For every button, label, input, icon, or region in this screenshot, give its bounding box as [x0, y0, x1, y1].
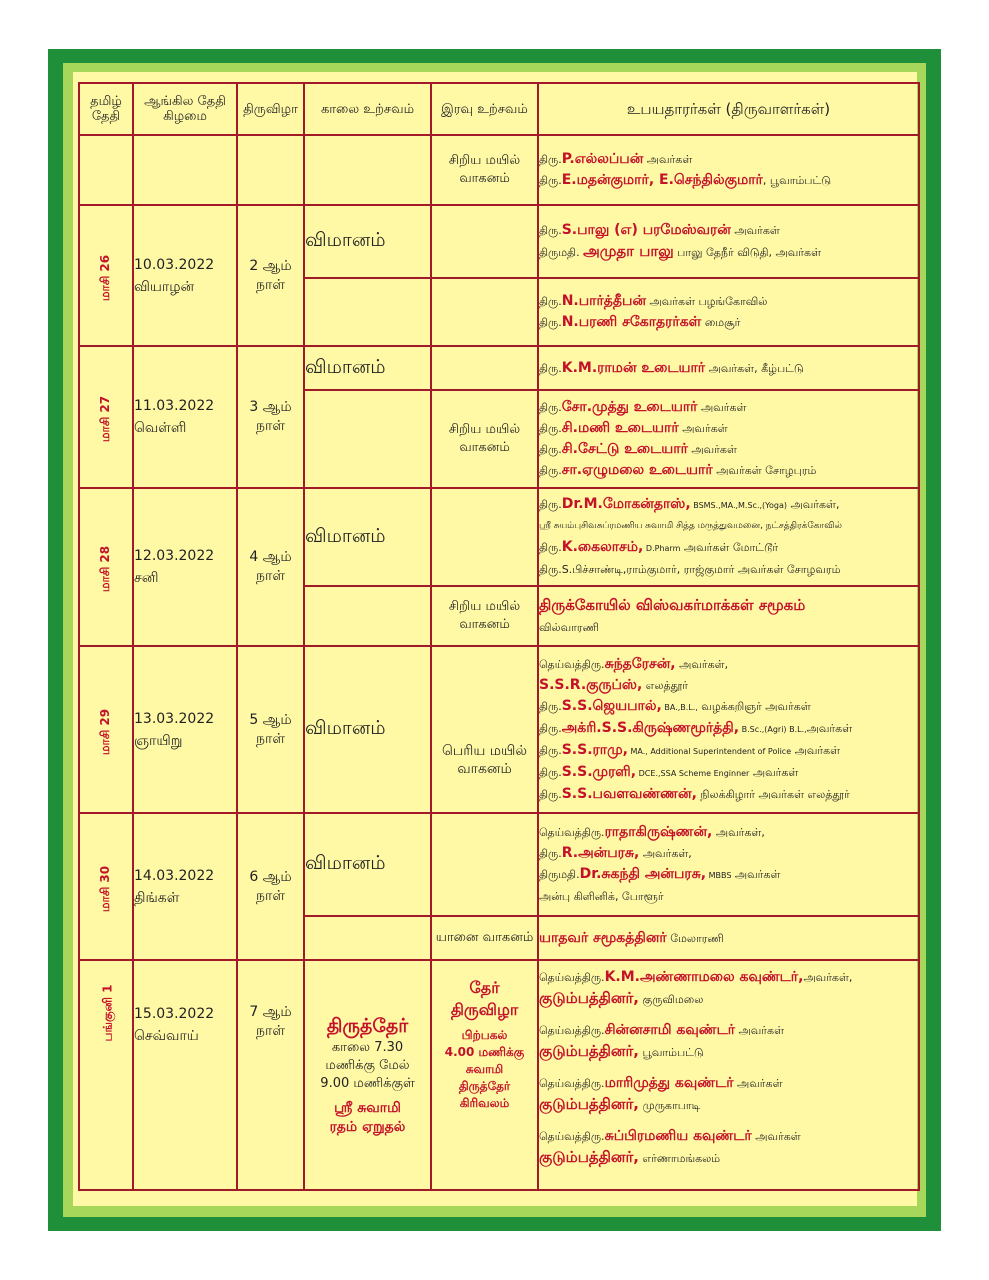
- chariot-morning: திருத்தேர் காலை 7.30 மணிக்கு மேல் 9.00 மணிக்குள் ஸ்ரீ சுவாமி ரதம் ஏறுதல்: [304, 960, 431, 1190]
- table-row: [79, 646, 919, 813]
- sponsor-cell: திரு.K.M.ராமன் உடையார் அவர்கள், கீழ்பட்டு: [538, 346, 919, 390]
- night-event: பெரிய மயில் வாகனம்: [431, 646, 538, 813]
- morning-event: விமானம்: [304, 205, 431, 278]
- header-sponsors: உபயதாரர்கள் (திருவாளர்கள்): [538, 83, 919, 135]
- festival-day: 6 ஆம் நாள்: [237, 813, 304, 960]
- night-event: யானை வாகனம்: [431, 916, 538, 960]
- table-row: [79, 488, 919, 586]
- sponsor-cell: யாதவர் சமூகத்தினர் மேலாரணி: [538, 916, 919, 960]
- table-row: [79, 346, 919, 390]
- weekday: செவ்வாய்: [134, 1028, 199, 1044]
- english-date: 15.03.2022: [134, 1006, 215, 1022]
- sponsor-cell: திரு.P.எல்லப்பன் அவர்கள் திரு.E.மதன்குமார், E.செந்தில்குமார், பூவாம்பட்டு: [538, 135, 919, 205]
- header-festival: திருவிழா: [237, 83, 304, 135]
- festival-day: 5 ஆம் நாள்: [237, 646, 304, 813]
- morning-event: விமானம்: [304, 346, 431, 390]
- weekday: திங்கள்: [134, 889, 180, 906]
- weekday: வியாழன்: [134, 278, 195, 295]
- sponsor-cell: தெய்வத்திரு.K.M.அண்ணாமலை கவுண்டர்,அவர்கள், குடும்பத்தினர், குருவிமலை தெய்வத்திரு.சின்னசாமி கவுண்டர் அவர்கள் குடும்பத்தினர், பூவாம்பட்டு தெய்வத்திரு.மாரிமுத்து கவுண்டர் அவர்கள் குடும்பத்தினர், முருகாபாடி தெய்வத்திரு.சுப்பிரமணிய கவுண்டர் அவர்கள் குடும்பத்தினர், எர்ணாமங்கலம்: [538, 960, 919, 1190]
- weekday: சனி: [134, 570, 159, 586]
- night-event: சிறிய மயில் வாகனம்: [431, 390, 538, 488]
- tamil-date: மாசி 29: [97, 708, 112, 755]
- morning-event: விமானம்: [304, 813, 431, 916]
- festival-day: 3 ஆம் நாள்: [237, 346, 304, 488]
- table-row: [79, 205, 919, 278]
- table-row: [79, 960, 919, 1190]
- table-row: [79, 135, 919, 205]
- header-night: இரவு உற்சவம்: [431, 83, 538, 135]
- english-date: 10.03.2022: [134, 256, 215, 273]
- table-row: [79, 813, 919, 916]
- tamil-date: மாசி 30: [97, 865, 112, 912]
- night-event: சிறிய மயில் வாகனம்: [431, 586, 538, 646]
- sponsor-cell: திரு.N.பார்த்தீபன் அவர்கள் பழங்கோவில் திரு.N.பரணி சகோதரர்கள் மைசூர்: [538, 278, 919, 346]
- header-morning: காலை உற்சவம்: [304, 83, 431, 135]
- morning-event: விமானம்: [304, 646, 431, 813]
- sponsor-cell: திரு.Dr.M.மோகன்தாஸ், BSMS.,MA.,M.Sc.,(Yoga) அவர்கள், ஸ்ரீ சுயம்புசிவசுப்ரமணிய சுவாமி சித்த மருத்துவமனை, நட்சத்திரக்கோவில் திரு.K.கைலாசம், D.Pharm அவர்கள் மோட்டூர் திரு.S.பிச்சாண்டி,ராம்குமார், ராஜ்குமார் அவர்கள் சோழவரம்: [538, 488, 919, 586]
- tamil-date: பங்குனி 1: [100, 984, 115, 1042]
- festival-day: 7 ஆம் நாள்: [237, 960, 304, 1190]
- sponsor-cell: திரு.சோ.முத்து உடையார் அவர்கள் திரு.சி.மணி உடையார் அவர்கள் திரு.சி.சேட்டு உடையார் அவர்கள் திரு.சா.ஏழுமலை உடையார் அவர்கள் சோழபுரம்: [538, 390, 919, 488]
- tamil-date: மாசி 26: [97, 254, 112, 301]
- header-english-date: ஆங்கில தேதி கிழமை: [133, 83, 237, 135]
- english-date: 14.03.2022: [134, 867, 215, 884]
- english-date: 11.03.2022: [134, 398, 215, 414]
- festival-day: 4 ஆம் நாள்: [237, 488, 304, 646]
- weekday: வெள்ளி: [134, 420, 187, 436]
- night-event: சிறிய மயில் வாகனம்: [431, 135, 538, 205]
- chariot-night: தேர் திருவிழா பிற்பகல் 4.00 மணிக்கு சுவாமி திருத்தேர் கிரிவலம்: [431, 960, 538, 1190]
- header-tamil-date: தமிழ் தேதி: [79, 83, 133, 135]
- header-row: [79, 83, 919, 135]
- festival-day: 2 ஆம் நாள்: [237, 205, 304, 346]
- weekday: ஞாயிறு: [134, 732, 183, 749]
- sponsor-cell: திரு.S.பாலு (எ) பரமேஸ்வரன் அவர்கள் திருமதி. அமுதா பாலு பாலு தேநீர் விடுதி, அவர்கள்: [538, 205, 919, 278]
- morning-event: விமானம்: [304, 488, 431, 586]
- sponsor-cell: தெய்வத்திரு.சுந்தரேசன், அவர்கள், S.S.R.குருப்ஸ், எலத்தூர் திரு.S.S.ஜெயபால், BA.,B.L., வழக்கறிஞர் அவர்கள் திரு.அக்ரி.S.S.கிருஷ்ணமூர்த்தி, B.Sc.,(Agri) B.L.,அவர்கள் திரு.S.S.ராமு, MA., Additional Superintendent of Police அவர்கள் திரு.S.S.முரளி, DCE.,SSA Scheme Enginner அவர்கள் திரு.S.S.பவளவண்ணன், நிலக்கிழார் அவர்கள் எலத்தூர்: [538, 646, 919, 813]
- tamil-date: மாசி 28: [97, 545, 112, 593]
- tamil-date: மாசி 27: [97, 395, 112, 443]
- english-date: 13.03.2022: [134, 710, 215, 727]
- schedule-sheet: [73, 72, 917, 1206]
- festival-schedule-table: [78, 82, 920, 1191]
- sponsor-cell: தெய்வத்திரு.ராதாகிருஷ்ணன், அவர்கள், திரு.R.அன்பரசு, அவர்கள், திருமதி.Dr.சுகந்தி அன்பரசு, MBBS அவர்கள் அன்பு கிளினிக், போளூர்: [538, 813, 919, 916]
- sponsor-cell: திருக்கோயில் விஸ்வகர்மாக்கள் சமூகம் வில்வாரணி: [538, 586, 919, 646]
- english-date: 12.03.2022: [134, 548, 215, 564]
